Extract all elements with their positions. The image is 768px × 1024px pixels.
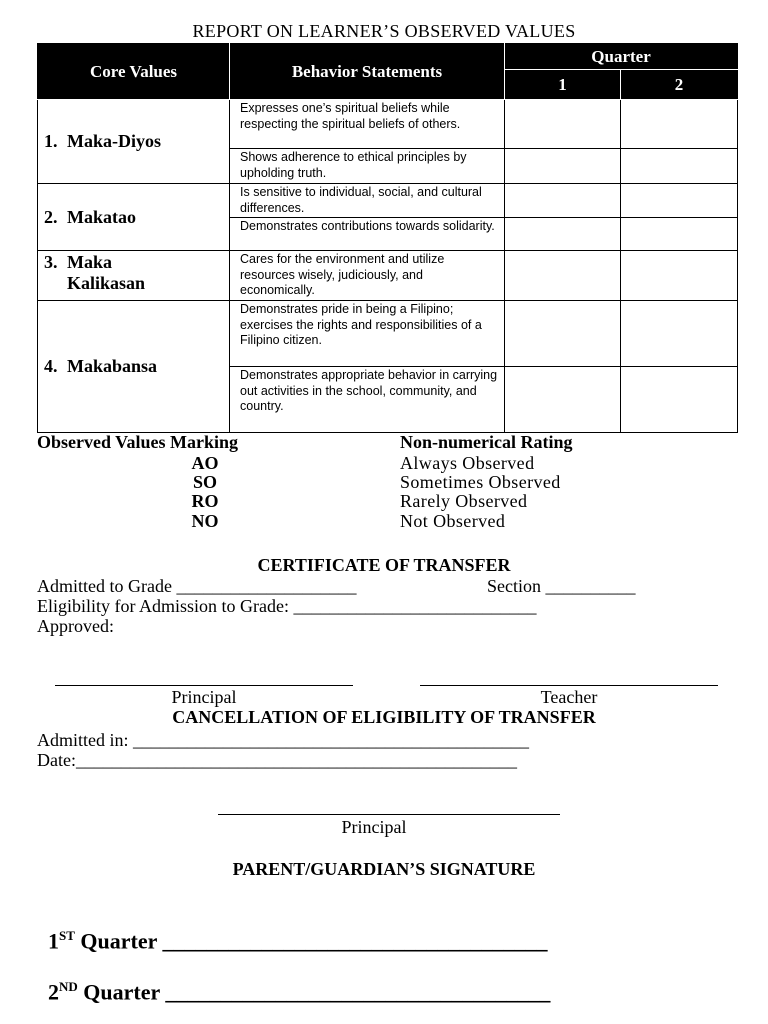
table-row [38,100,738,149]
second-quarter-signature[interactable]: 2ND Quarter ___________________________________ [48,979,551,1005]
table-row [38,251,738,301]
rating-cell[interactable] [505,100,621,149]
report-title: REPORT ON LEARNER’S OBSERVED VALUES [192,21,576,41]
rating-cell[interactable] [621,149,738,184]
rating-cell[interactable] [505,149,621,184]
date-field[interactable]: Date:_________________________________________________ [37,750,517,770]
core-value-maka-kalikasan: 3. Maka Kalikasan [38,251,230,301]
legend-rating-heading: Non-numerical Rating [400,432,573,452]
legend-text: Rarely Observed [400,491,528,511]
principal-label: Principal [171,687,237,707]
behavior-statement: Demonstrates appropriate behavior in carrying out activities in the school, community, and country. [230,367,505,433]
behavior-statement: Shows adherence to ethical principles by upholding truth. [230,149,505,184]
quarter-1-header: 1 [505,70,621,100]
certificate-of-transfer-title: CERTIFICATE OF TRANSFER [257,555,511,575]
legend-code: RO [191,491,219,511]
legend-text: Not Observed [400,511,506,531]
legend-code: SO [192,472,217,492]
core-value-makabansa: 4. Makabansa [38,301,230,433]
cancel-principal-label: Principal [341,817,407,837]
rating-cell[interactable] [621,301,738,367]
approved-label: Approved: [37,616,114,636]
legend-text: Sometimes Observed [400,472,561,492]
behavior-statement: Cares for the environment and utilize resources wisely, judiciously, and economically. [230,251,505,301]
legend-code: NO [191,511,219,531]
observed-values-table [37,43,737,433]
first-quarter-signature[interactable]: 1ST Quarter ___________________________________ [48,928,548,954]
section-field[interactable]: Section __________ [487,576,636,596]
core-values-header: Core Values [38,44,230,100]
parent-signature-title: PARENT/GUARDIAN’S SIGNATURE [232,859,536,879]
rating-cell[interactable] [621,184,738,218]
legend-marking-heading: Observed Values Marking [37,432,239,452]
principal-signature-line[interactable] [55,685,353,686]
rating-cell[interactable] [621,218,738,251]
rating-cell[interactable] [505,218,621,251]
cancel-principal-signature-line[interactable] [218,814,560,815]
rating-cell[interactable] [505,251,621,301]
core-value-maka-diyos: 1. Maka-Diyos [38,100,230,184]
behavior-statement: Expresses one’s spiritual beliefs while respecting the spiritual beliefs of others. [230,100,505,149]
rating-cell[interactable] [621,100,738,149]
rating-cell[interactable] [621,251,738,301]
teacher-label: Teacher [540,687,598,707]
legend-text: Always Observed [400,453,535,473]
admitted-in-field[interactable]: Admitted in: ____________________________________________ [37,730,529,750]
teacher-signature-line[interactable] [420,685,718,686]
behavior-statement: Demonstrates contributions towards solidarity. [230,218,505,251]
table-row [38,301,738,367]
rating-cell[interactable] [621,367,738,433]
behavior-statement: Demonstrates pride in being a Filipino; exercises the rights and responsibilities of a Filipino citizen. [230,301,505,367]
rating-cell[interactable] [505,301,621,367]
eligibility-field[interactable]: Eligibility for Admission to Grade: ___________________________ [37,596,537,616]
rating-cell[interactable] [505,184,621,218]
behavior-statement: Is sensitive to individual, social, and cultural differences. [230,184,505,218]
legend-code: AO [191,453,219,473]
behavior-statements-header: Behavior Statements [230,44,505,100]
admitted-to-grade-field[interactable]: Admitted to Grade ____________________ [37,576,357,596]
quarter-header: Quarter [505,44,738,70]
core-value-makatao: 2. Makatao [38,184,230,251]
cancellation-title: CANCELLATION OF ELIGIBILITY OF TRANSFER [172,707,596,727]
rating-cell[interactable] [505,367,621,433]
quarter-2-header: 2 [621,70,738,100]
table-row [38,184,738,218]
